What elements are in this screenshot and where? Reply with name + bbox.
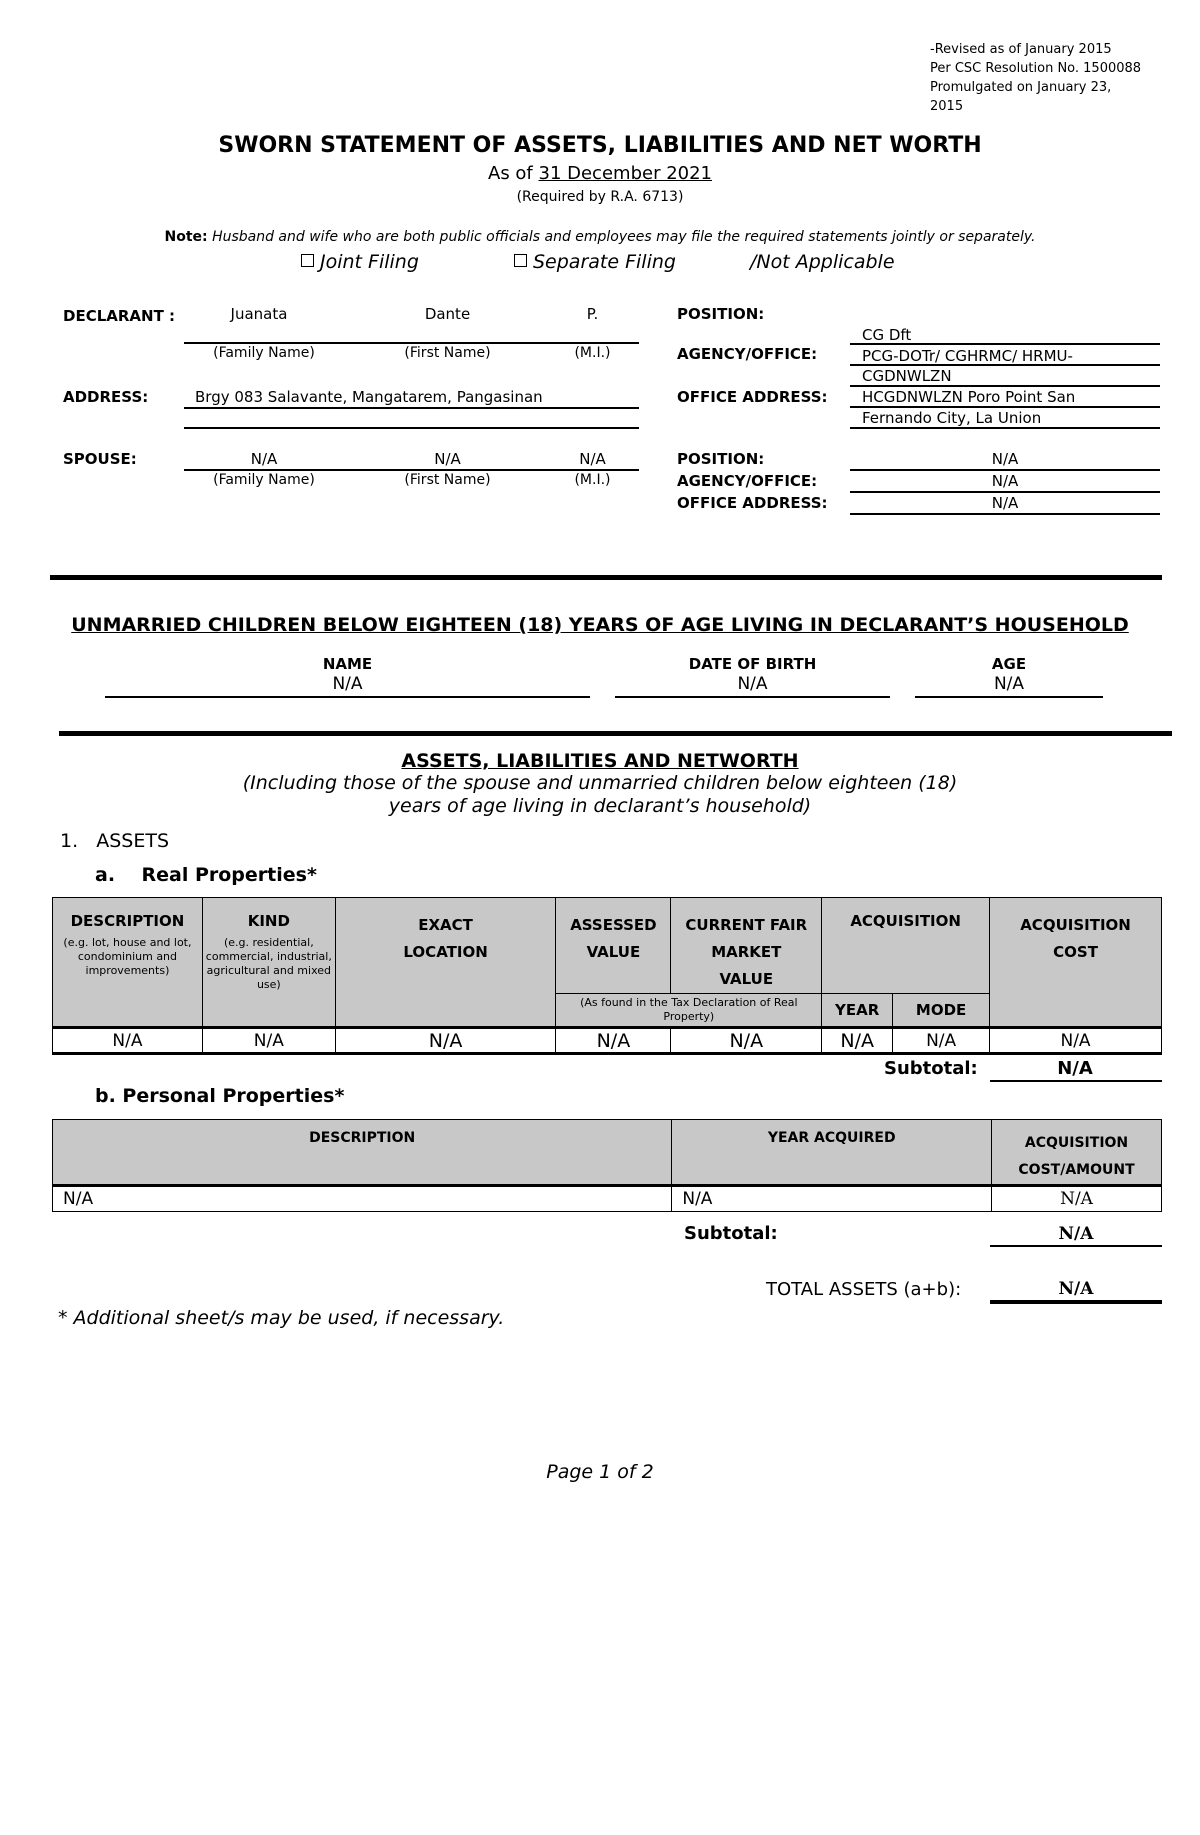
col-fair-line2: MARKET (711, 943, 782, 961)
spouse-first-name: N/A (434, 450, 461, 468)
section-divider (59, 731, 1172, 736)
declarant-office-address-line1: HCGDNWLZN Poro Point San (862, 388, 1076, 406)
real-fair-value-cell: N/A (671, 1028, 822, 1054)
children-name: N/A (332, 674, 363, 694)
col-mode-header: MODE (893, 994, 990, 1028)
spouse-label: SPOUSE: (63, 450, 137, 468)
col-description-label: DESCRIPTION (70, 912, 185, 930)
col-assessed-line1: ASSESSED (570, 916, 657, 934)
declarant-agency-line2: CGDNWLZN (862, 367, 952, 385)
personal-cost-cell: N/A (992, 1186, 1162, 1212)
col-acquisition-header: ACQUISITION (822, 898, 990, 994)
personal-subtotal-value: N/A (1058, 1224, 1094, 1244)
alnw-title: ASSETS, LIABILITIES AND NETWORTH (401, 750, 799, 772)
personal-properties-table (52, 1119, 1162, 1212)
children-age-line (915, 696, 1103, 698)
office-address-label: OFFICE ADDRESS: (677, 388, 828, 406)
col-assessed-header (556, 898, 671, 994)
real-assessed-cell: N/A (556, 1028, 671, 1054)
address-line-2 (184, 427, 639, 429)
spouse-agency-line (850, 491, 1160, 493)
spouse-mi-caption: (M.I.) (574, 472, 611, 488)
required-by: (Required by R.A. 6713) (516, 189, 684, 205)
agency-line-2 (850, 385, 1160, 387)
spouse-office-address: N/A (991, 494, 1019, 512)
real-kind-cell: N/A (202, 1028, 335, 1054)
revision-line: Promulgated on January 23, (930, 80, 1112, 95)
personal-subtotal-line (990, 1245, 1162, 1247)
real-properties-heading: a. Real Properties* (95, 864, 317, 886)
total-assets-line (990, 1300, 1162, 1304)
not-applicable-option[interactable]: /Not Applicable (750, 251, 895, 273)
spouse-mi: N/A (579, 450, 606, 468)
real-location-cell: N/A (335, 1028, 556, 1054)
office-address-line (850, 406, 1160, 408)
col-year-header: YEAR (822, 994, 893, 1028)
alnw-subtitle-line1: (Including those of the spouse and unmarried children below eighteen (18) (242, 772, 958, 794)
col-fair-line1: CURRENT FAIR (685, 916, 808, 934)
children-age: N/A (993, 674, 1025, 694)
real-mode-cell: N/A (893, 1028, 990, 1054)
as-of-label: As of (488, 163, 533, 184)
revision-line: 2015 (930, 99, 964, 114)
declarant-office-address-line2: Fernando City, La Union (862, 409, 1042, 427)
personal-year-cell: N/A (672, 1186, 992, 1212)
col-fair-line3: VALUE (719, 970, 774, 988)
family-name-caption: (Family Name) (213, 345, 315, 361)
col-location-line1: EXACT (418, 916, 473, 934)
separate-filing-label: Separate Filing (533, 251, 676, 273)
spouse-position-line (850, 469, 1160, 471)
declarant-name-line (184, 342, 639, 344)
total-assets-label: TOTAL ASSETS (a+b): (766, 1279, 962, 1300)
real-year-cell: N/A (822, 1028, 893, 1054)
declarant-first-name: Dante (424, 305, 471, 323)
document-title: SWORN STATEMENT OF ASSETS, LIABILITIES AND NET WORTH (218, 133, 982, 158)
note-text: Husband and wife who are both public officials and employees may file the required statements jointly or separately. (212, 229, 1036, 245)
declarant-agency-line1: PCG-DOTr/ CGHRMC/ HRMU- (862, 347, 1073, 365)
personal-cost-line1: ACQUISITION (1024, 1135, 1129, 1151)
personal-description-header: DESCRIPTION (53, 1120, 672, 1186)
joint-filing-label: Joint Filing (320, 251, 419, 273)
real-subtotal-label: Subtotal: (884, 1058, 978, 1079)
total-assets-value: N/A (1058, 1279, 1094, 1299)
declarant-label: DECLARANT : (63, 307, 176, 325)
col-kind-label: KIND (247, 912, 290, 930)
declarant-position: CG Dft (862, 326, 912, 344)
col-assessed-line2: VALUE (586, 943, 641, 961)
personal-description-cell: N/A (53, 1186, 672, 1212)
section-divider (50, 575, 1162, 580)
children-name-header: NAME (322, 655, 373, 673)
declarant-address: Brgy 083 Salavante, Mangatarem, Pangasinan (195, 388, 543, 406)
spouse-name-line (184, 469, 639, 471)
col-kind-header (202, 898, 335, 1028)
as-of-line (0, 163, 1200, 184)
tax-declaration-note: (As found in the Tax Declaration of Real Property) (556, 994, 822, 1028)
col-location-line2: LOCATION (403, 943, 488, 961)
real-subtotal-line (990, 1080, 1162, 1082)
filing-note (0, 229, 1200, 245)
real-subtotal-value: N/A (1057, 1058, 1093, 1079)
personal-cost-line2: COST/AMOUNT (1018, 1162, 1135, 1178)
revision-note (930, 40, 1170, 116)
personal-properties-heading: b. Personal Properties* (95, 1085, 345, 1107)
spouse-office-address-label: OFFICE ADDRESS: (677, 494, 828, 512)
as-of-date: 31 December 2021 (538, 163, 712, 184)
personal-cost-header (992, 1120, 1162, 1186)
office-address-line-2 (850, 427, 1160, 429)
spouse-office-address-line (850, 513, 1160, 515)
revision-line: Per CSC Resolution No. 1500088 (930, 61, 1142, 76)
first-name-caption: (First Name) (404, 345, 491, 361)
spouse-position: N/A (991, 450, 1019, 468)
mi-caption: (M.I.) (574, 345, 611, 361)
checkbox-icon[interactable] (514, 254, 527, 267)
checkbox-icon[interactable] (301, 254, 314, 267)
personal-subtotal-label: Subtotal: (684, 1223, 778, 1244)
alnw-subtitle-line2: years of age living in declarant’s household) (388, 795, 812, 817)
col-cost-header (990, 898, 1162, 1028)
declarant-family-name: Juanata (230, 305, 288, 323)
separate-filing-option[interactable] (514, 251, 676, 273)
col-fair-value-header (671, 898, 822, 994)
spouse-position-label: POSITION: (677, 450, 765, 468)
children-dob-header: DATE OF BIRTH (688, 655, 817, 673)
col-cost-line1: ACQUISITION (1020, 916, 1131, 934)
agency-label: AGENCY/OFFICE: (677, 345, 818, 363)
children-name-line (105, 696, 590, 698)
agency-line (850, 364, 1160, 366)
col-location-header (335, 898, 556, 1028)
spouse-agency-label: AGENCY/OFFICE: (677, 472, 818, 490)
real-description-cell: N/A (53, 1028, 203, 1054)
additional-sheets-note: * Additional sheet/s may be used, if necessary. (58, 1307, 505, 1329)
spouse-family-name: N/A (250, 450, 278, 468)
revision-line: -Revised as of January 2015 (930, 42, 1112, 57)
children-dob: N/A (737, 674, 768, 694)
personal-year-header: YEAR ACQUIRED (672, 1120, 992, 1186)
children-age-header: AGE (991, 655, 1027, 673)
note-label: Note: (164, 229, 208, 245)
joint-filing-option[interactable] (301, 251, 419, 273)
children-title: UNMARRIED CHILDREN BELOW EIGHTEEN (18) YEARS OF AGE LIVING IN DECLARANT’S HOUSEHOLD (71, 614, 1129, 636)
col-cost-line2: COST (1053, 943, 1098, 961)
position-line (850, 343, 1160, 345)
position-label: POSITION: (677, 305, 765, 323)
col-kind-hint: (e.g. residential, commercial, industrial, agricultural and mixed use) (205, 936, 332, 991)
page-number: Page 1 of 2 (546, 1461, 654, 1483)
col-description-header (53, 898, 203, 1028)
spouse-agency: N/A (991, 472, 1019, 490)
col-description-hint: (e.g. lot, house and lot, condominium and improvements) (63, 936, 192, 977)
children-dob-line (615, 696, 890, 698)
address-line (184, 407, 639, 409)
assets-heading: 1. ASSETS (60, 830, 170, 852)
declarant-mi: P. (586, 305, 599, 323)
real-properties-table (52, 897, 1162, 1055)
address-label: ADDRESS: (63, 388, 149, 406)
spouse-family-name-caption: (Family Name) (213, 472, 315, 488)
spouse-first-name-caption: (First Name) (404, 472, 491, 488)
real-cost-cell: N/A (990, 1028, 1162, 1054)
